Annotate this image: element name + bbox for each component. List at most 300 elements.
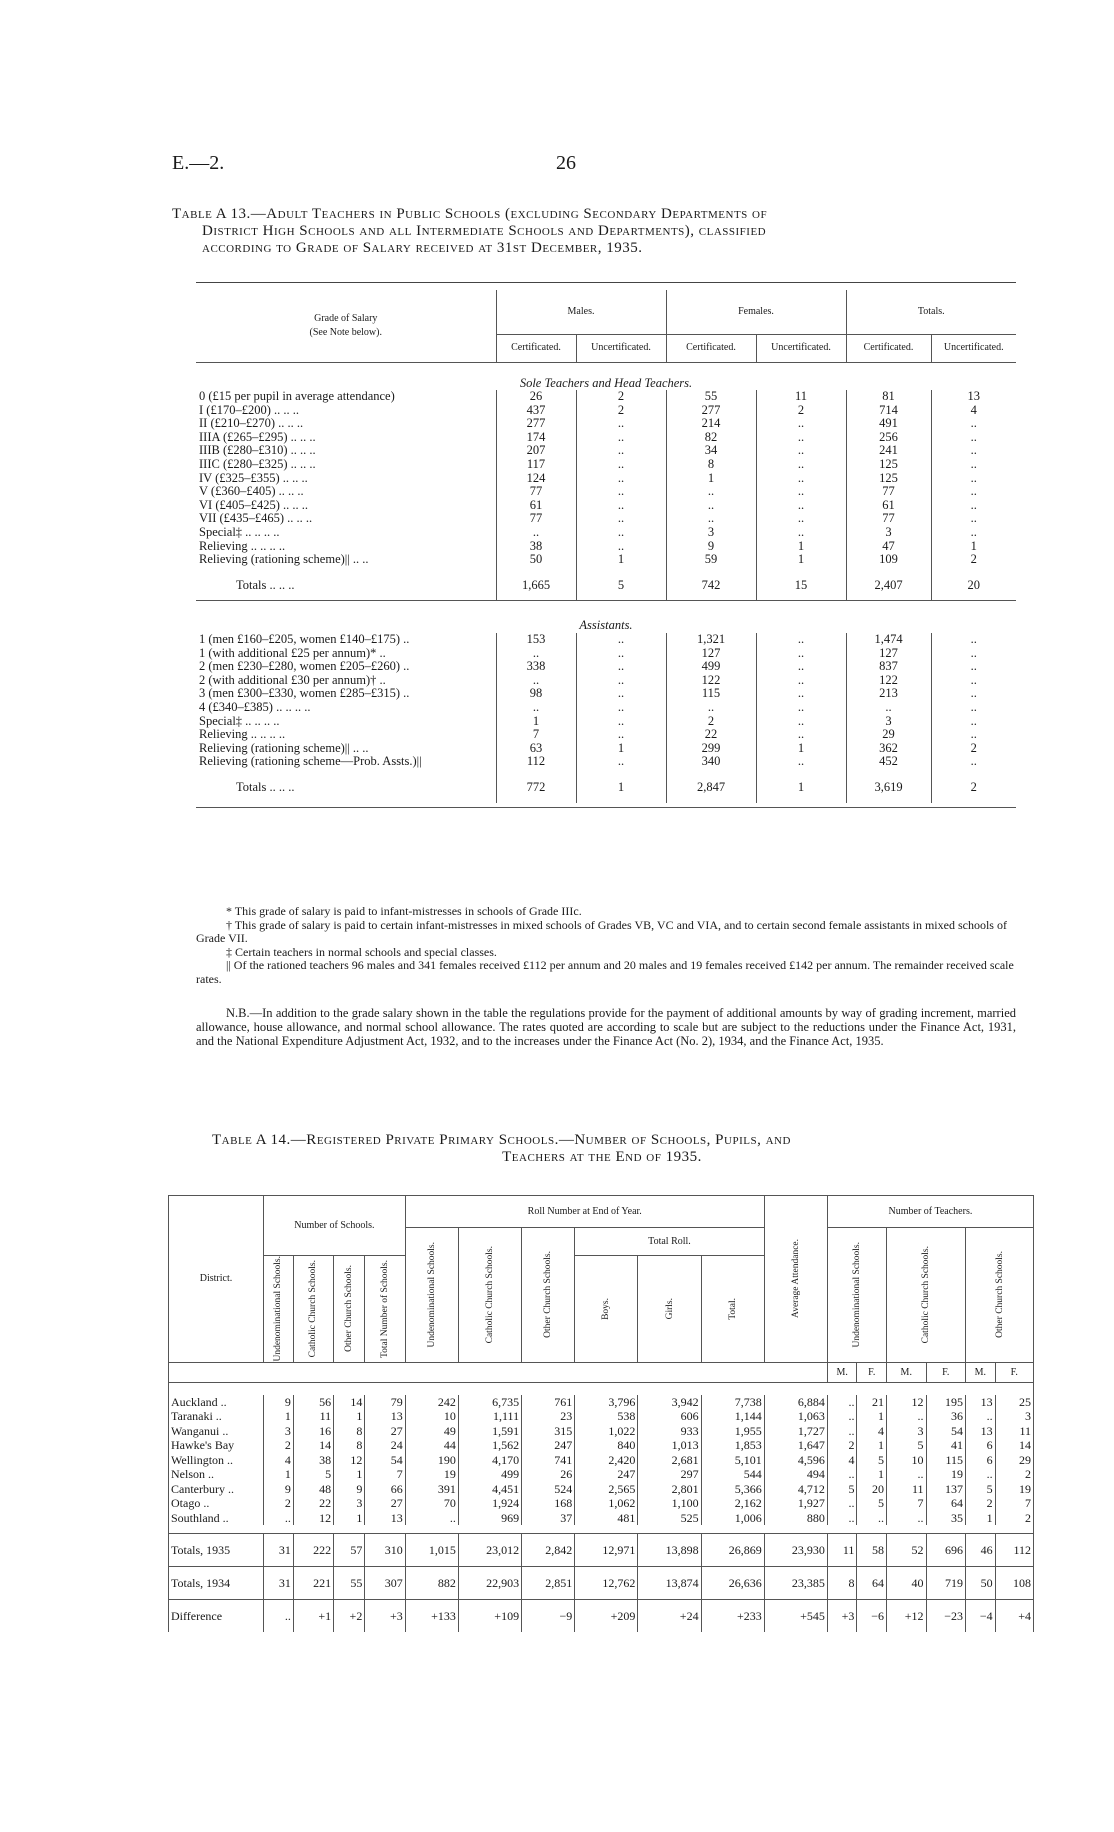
cell: .. (576, 512, 666, 526)
cell: 2 (966, 1496, 996, 1511)
cell: .. (931, 526, 1016, 540)
row-label: Relieving (rationing scheme)|| .. .. (199, 740, 369, 755)
cell: .. (756, 687, 846, 701)
cell: .. (576, 431, 666, 445)
cell: 47 (846, 540, 931, 554)
cell: 19 (995, 1482, 1033, 1497)
sub-header: Certificated. (666, 334, 756, 362)
cell: 1 (576, 553, 666, 567)
table-row (196, 728, 1016, 742)
cell: 10 (886, 1453, 926, 1468)
cell: 54 (926, 1424, 966, 1439)
cell: 63 (496, 742, 576, 756)
cell: 11 (756, 390, 846, 404)
cell: 5 (886, 1438, 926, 1453)
cell: .. (756, 715, 846, 729)
cell: 7,738 (701, 1395, 764, 1410)
cell: 3,796 (575, 1395, 638, 1410)
cell: 242 (405, 1395, 458, 1410)
cell: 1 (756, 742, 846, 756)
cell: 12,762 (575, 1567, 638, 1600)
cell: 23,385 (764, 1567, 827, 1600)
row-label: I (£170–£200) .. .. .. (199, 402, 299, 417)
tr-col: Girls. (638, 1256, 701, 1363)
cell: 21 (857, 1395, 887, 1410)
grade-header: Grade of Salary (See Note below). (309, 313, 382, 338)
footnotes (196, 905, 1016, 986)
section-title: Assistants. (579, 618, 633, 633)
cell: 125 (846, 458, 931, 472)
cell: 9 (264, 1482, 294, 1497)
cell: 48 (293, 1482, 333, 1497)
cell: 606 (638, 1409, 701, 1424)
cell: .. (756, 647, 846, 661)
cell: 1 (334, 1409, 365, 1424)
cell: .. (931, 499, 1016, 513)
cell: 20 (857, 1482, 887, 1497)
cell: .. (576, 701, 666, 715)
cell: 46 (966, 1534, 996, 1567)
row-label: IV (£325–£355) .. .. .. (199, 470, 308, 485)
cell: 29 (995, 1453, 1033, 1468)
cell: 1 (666, 472, 756, 486)
cell: 1 (931, 540, 1016, 554)
cell: .. (756, 660, 846, 674)
district-name: Difference (169, 1600, 264, 1633)
total-roll-header: Total Roll. (575, 1228, 764, 1256)
table-row (196, 417, 1016, 431)
cell: 340 (666, 755, 756, 769)
cell: .. (756, 444, 846, 458)
cell: 1,927 (764, 1496, 827, 1511)
sub-header: Certificated. (846, 334, 931, 362)
cell: .. (931, 715, 1016, 729)
cell: 1,062 (575, 1496, 638, 1511)
cell: 12 (886, 1395, 926, 1410)
group-header: Females. (666, 290, 846, 334)
cell: 77 (846, 512, 931, 526)
cell: 1,013 (638, 1438, 701, 1453)
table-row (169, 1395, 1034, 1410)
cell: .. (931, 458, 1016, 472)
cell: 4 (931, 404, 1016, 418)
cell: 11 (995, 1424, 1033, 1439)
totals-row (169, 1567, 1034, 1600)
cell: 14 (995, 1438, 1033, 1453)
row-label: 4 (£340–£385) .. .. .. .. (199, 699, 311, 714)
cell: .. (756, 499, 846, 513)
cell: 837 (846, 660, 931, 674)
cell: +545 (764, 1600, 827, 1633)
cell: 38 (293, 1453, 333, 1468)
school-col: Other Church Schools. (334, 1256, 365, 1363)
table-row (196, 633, 1016, 647)
sub-header: Uncertificated. (576, 334, 666, 362)
row-label: 0 (£15 per pupil in average attendance) (199, 389, 395, 404)
cell: 241 (846, 444, 931, 458)
cell: 2,801 (638, 1482, 701, 1497)
cell: 54 (365, 1453, 405, 1468)
table13 (196, 290, 1016, 808)
district-name: Totals, 1934 (169, 1567, 264, 1600)
cell: 1,100 (638, 1496, 701, 1511)
cell: 481 (575, 1511, 638, 1526)
table-row (169, 1467, 1034, 1482)
cell: 12 (334, 1453, 365, 1468)
footnote: || Of the rationed teachers 96 males and 341 females received £112 per annum and 20 males and 19 females received £142 per annum. The remainder received scale rates. (196, 958, 1014, 986)
cell: 362 (846, 742, 931, 756)
cell: .. (576, 540, 666, 554)
cell: 297 (638, 1467, 701, 1482)
cell: 112 (995, 1534, 1033, 1567)
table-row (196, 755, 1016, 769)
table-row (196, 674, 1016, 688)
cell: 1,063 (764, 1409, 827, 1424)
cell: 1 (756, 540, 846, 554)
table-row (196, 390, 1016, 404)
footnote: ‡ Certain teachers in normal schools and special classes. (226, 944, 497, 959)
cell: 525 (638, 1511, 701, 1526)
cell: 50 (966, 1567, 996, 1600)
mf-label: M. (966, 1362, 996, 1382)
title-line: District High Schools and all Intermediate Schools and Departments), classified (202, 223, 767, 239)
cell: 8 (666, 458, 756, 472)
cell: 13 (931, 390, 1016, 404)
cell: 499 (458, 1467, 521, 1482)
cell: 538 (575, 1409, 638, 1424)
cell: 1 (756, 553, 846, 567)
teach-group: Other Church Schools. (966, 1228, 1034, 1363)
cell: 13 (966, 1424, 996, 1439)
cell: 38 (496, 540, 576, 554)
cell: 1,474 (846, 633, 931, 647)
cell: 8 (334, 1424, 365, 1439)
cell: 1,562 (458, 1438, 521, 1453)
row-label: IIIC (£280–£325) .. .. .. (199, 457, 316, 472)
cell: 247 (575, 1467, 638, 1482)
cell: 6 (966, 1453, 996, 1468)
cell: 50 (496, 553, 576, 567)
cell: 969 (458, 1511, 521, 1526)
cell: 315 (522, 1424, 575, 1439)
cell: .. (576, 458, 666, 472)
cell: 3 (334, 1496, 365, 1511)
cell: 491 (846, 417, 931, 431)
cell: .. (756, 417, 846, 431)
cell: 3 (264, 1424, 294, 1439)
roll-col: Catholic Church Schools. (458, 1228, 521, 1363)
cell: .. (576, 647, 666, 661)
cell: +24 (638, 1600, 701, 1633)
section-title: Sole Teachers and Head Teachers. (519, 375, 693, 390)
cell: .. (931, 633, 1016, 647)
cell: 1,111 (458, 1409, 521, 1424)
cell: 2 (576, 390, 666, 404)
row-label: 1 (men £160–£205, women £140–£175) .. (199, 632, 410, 646)
district-header: District. (169, 1196, 264, 1363)
cell: .. (931, 674, 1016, 688)
cell: .. (931, 728, 1016, 742)
cell: 741 (522, 1453, 575, 1468)
row-label: 3 (men £300–£330, women £285–£315) .. (199, 686, 410, 701)
cell: 840 (575, 1438, 638, 1453)
cell: 2 (931, 742, 1016, 756)
cell: 524 (522, 1482, 575, 1497)
cell: 2,681 (638, 1453, 701, 1468)
cell: 214 (666, 417, 756, 431)
cell: .. (496, 674, 576, 688)
cell: 499 (666, 660, 756, 674)
cell: 9 (264, 1395, 294, 1410)
cell: 2 (827, 1438, 857, 1453)
cell: 5 (857, 1453, 887, 1468)
cell: .. (496, 526, 576, 540)
district-name: Auckland .. (169, 1395, 264, 1410)
cell: 3 (846, 526, 931, 540)
cell: 1 (264, 1409, 294, 1424)
cell: 6,884 (764, 1395, 827, 1410)
cell: 31 (264, 1534, 294, 1567)
cell: .. (576, 728, 666, 742)
cell: .. (756, 472, 846, 486)
cell: .. (576, 755, 666, 769)
cell: 122 (846, 674, 931, 688)
cell: 299 (666, 742, 756, 756)
cell: 115 (926, 1453, 966, 1468)
school-col: Catholic Church Schools. (293, 1256, 333, 1363)
cell: .. (966, 1467, 996, 1482)
cell: 9 (334, 1482, 365, 1497)
cell: +133 (405, 1600, 458, 1633)
cell: .. (931, 647, 1016, 661)
cell: .. (666, 512, 756, 526)
cell: +4 (995, 1600, 1033, 1633)
title-line: Table A 13.—Adult Teachers in Public Schools (excluding Secondary Departments of (172, 206, 768, 222)
table-row (196, 647, 1016, 661)
cell: 338 (496, 660, 576, 674)
sub-header: Certificated. (496, 334, 576, 362)
table-row (169, 1424, 1034, 1439)
cell: 13,874 (638, 1567, 701, 1600)
cell: 55 (666, 390, 756, 404)
cell: .. (756, 701, 846, 715)
table-row (196, 715, 1016, 729)
district-name: Hawke's Bay (169, 1438, 264, 1453)
cell: 1,591 (458, 1424, 521, 1439)
cell: .. (756, 755, 846, 769)
row-label: 2 (with additional £30 per annum)† .. (199, 672, 386, 687)
cell: 34 (666, 444, 756, 458)
title-line: Table A 14.—Registered Private Primary Schools.—Number of Schools, Pupils, and (212, 1132, 791, 1148)
group-header: Totals. (846, 290, 1016, 334)
cell: .. (931, 444, 1016, 458)
cell: 4,451 (458, 1482, 521, 1497)
cell: 5 (293, 1467, 333, 1482)
cell: 2 (756, 404, 846, 418)
cell: 7 (886, 1496, 926, 1511)
cell: .. (576, 485, 666, 499)
cell: 115 (666, 687, 756, 701)
cell: 1,955 (701, 1424, 764, 1439)
cell: .. (931, 687, 1016, 701)
cell: 77 (496, 512, 576, 526)
cell: .. (576, 417, 666, 431)
nb-paragraph: N.B.—In addition to the grade salary shown in the table the regulations provide for the payment of additional amounts by way of grading increment, married allowance, house allowance, and normal school allowance. The rates quoted are according to scale but are subject to the reductions under the Finance Act, 1931, and the National Expenditure Adjustment Act, 1932, and to the increases under the Finance Act (No. 2), 1934, and the Finance Act, 1935. (196, 1006, 1016, 1048)
cell: 29 (846, 728, 931, 742)
cell: .. (576, 444, 666, 458)
cell: 1,015 (405, 1534, 458, 1567)
cell: 9 (666, 540, 756, 554)
cell: .. (931, 512, 1016, 526)
cell: .. (827, 1496, 857, 1511)
cell: 61 (846, 499, 931, 513)
cell: 1,924 (458, 1496, 521, 1511)
cell: 77 (846, 485, 931, 499)
cell: 27 (365, 1496, 405, 1511)
cell: 22 (666, 728, 756, 742)
cell: 8 (827, 1567, 857, 1600)
cell: .. (756, 431, 846, 445)
mf-label: F. (857, 1362, 887, 1382)
cell: 14 (334, 1395, 365, 1410)
table-row (196, 458, 1016, 472)
cell: 98 (496, 687, 576, 701)
cell: +3 (827, 1600, 857, 1633)
cell: 174 (496, 431, 576, 445)
cell: 8 (334, 1438, 365, 1453)
row-label: Relieving .. .. .. .. (199, 538, 286, 553)
cell: 70 (405, 1496, 458, 1511)
cell: 59 (666, 553, 756, 567)
cell: +3 (365, 1600, 405, 1633)
cell: .. (576, 674, 666, 688)
mf-label: F. (995, 1362, 1033, 1382)
table-row (196, 472, 1016, 486)
cell: 437 (496, 404, 576, 418)
cell: 153 (496, 633, 576, 647)
cell: 1,321 (666, 633, 756, 647)
table-row (196, 701, 1016, 715)
district-name: Taranaki .. (169, 1409, 264, 1424)
district-name: Totals, 1935 (169, 1534, 264, 1567)
row-label: Relieving (rationing scheme)|| .. .. (199, 552, 369, 567)
roll-col: Other Church Schools. (522, 1228, 575, 1363)
cell: 108 (995, 1567, 1033, 1600)
cell: 696 (926, 1534, 966, 1567)
cell: 4 (264, 1453, 294, 1468)
cell: 82 (666, 431, 756, 445)
cell: 3 (666, 526, 756, 540)
cell: 23,012 (458, 1534, 521, 1567)
table-row (196, 553, 1016, 567)
cell: 1,144 (701, 1409, 764, 1424)
cell: .. (496, 701, 576, 715)
cell: 882 (405, 1567, 458, 1600)
cell: 58 (857, 1534, 887, 1567)
district-name: Wanganui .. (169, 1424, 264, 1439)
cell: 23 (522, 1409, 575, 1424)
table-row (196, 431, 1016, 445)
cell: 6,735 (458, 1395, 521, 1410)
cell: 66 (365, 1482, 405, 1497)
title-line: Teachers at the End of 1935. (502, 1149, 702, 1165)
cell: 1 (857, 1467, 887, 1482)
cell: 6 (966, 1438, 996, 1453)
mf-label: M. (886, 1362, 926, 1382)
roll-header: Roll Number at End of Year. (405, 1196, 764, 1228)
cell: +209 (575, 1600, 638, 1633)
cell: 5,366 (701, 1482, 764, 1497)
cell: 1 (576, 742, 666, 756)
cell: 124 (496, 472, 576, 486)
table-row (196, 526, 1016, 540)
cell: −4 (966, 1600, 996, 1633)
cell: 13 (966, 1395, 996, 1410)
cell: .. (496, 647, 576, 661)
cell: 933 (638, 1424, 701, 1439)
cell: 7 (496, 728, 576, 742)
cell: 2,420 (575, 1453, 638, 1468)
cell: 27 (365, 1424, 405, 1439)
cell: 1,853 (701, 1438, 764, 1453)
tr-col: Boys. (575, 1256, 638, 1363)
table-row (196, 485, 1016, 499)
table-row (196, 512, 1016, 526)
cell: 7 (365, 1467, 405, 1482)
cell: .. (827, 1511, 857, 1526)
totals-row: Totals .. .. .. 772 1 2,847 1 3,619 2 (196, 769, 1016, 803)
cell: +233 (701, 1600, 764, 1633)
cell: .. (756, 633, 846, 647)
cell: 13 (365, 1409, 405, 1424)
cell: .. (576, 526, 666, 540)
group-header: Males. (496, 290, 666, 334)
district-name: Wellington .. (169, 1453, 264, 1468)
cell: 391 (405, 1482, 458, 1497)
cell: 12,971 (575, 1534, 638, 1567)
cell: 56 (293, 1395, 333, 1410)
cell: .. (931, 701, 1016, 715)
cell: 1 (334, 1467, 365, 1482)
page-ref: E.—2. (172, 152, 225, 174)
page-number: 26 (556, 152, 576, 174)
cell: −6 (857, 1600, 887, 1633)
cell: 221 (293, 1567, 333, 1600)
cell: .. (857, 1511, 887, 1526)
totals-row: Totals .. .. .. 1,665 5 742 15 2,407 20 (196, 567, 1016, 601)
cell: 19 (405, 1467, 458, 1482)
cell: 37 (522, 1511, 575, 1526)
cell: +2 (334, 1600, 365, 1633)
table-row (196, 404, 1016, 418)
cell: 1,727 (764, 1424, 827, 1439)
cell: 207 (496, 444, 576, 458)
school-col: Undenominational Schools. (264, 1256, 294, 1363)
cell: 112 (496, 755, 576, 769)
cell: 26,869 (701, 1534, 764, 1567)
cell: .. (666, 499, 756, 513)
row-label: Relieving (rationing scheme—Prob. Assts.)|| (199, 754, 422, 769)
cell: 168 (522, 1496, 575, 1511)
cell: 52 (886, 1534, 926, 1567)
cell: 41 (926, 1438, 966, 1453)
cell: 44 (405, 1438, 458, 1453)
cell: 190 (405, 1453, 458, 1468)
cell: 122 (666, 674, 756, 688)
table-row (196, 660, 1016, 674)
cell: 22,903 (458, 1567, 521, 1600)
cell: 2,565 (575, 1482, 638, 1497)
